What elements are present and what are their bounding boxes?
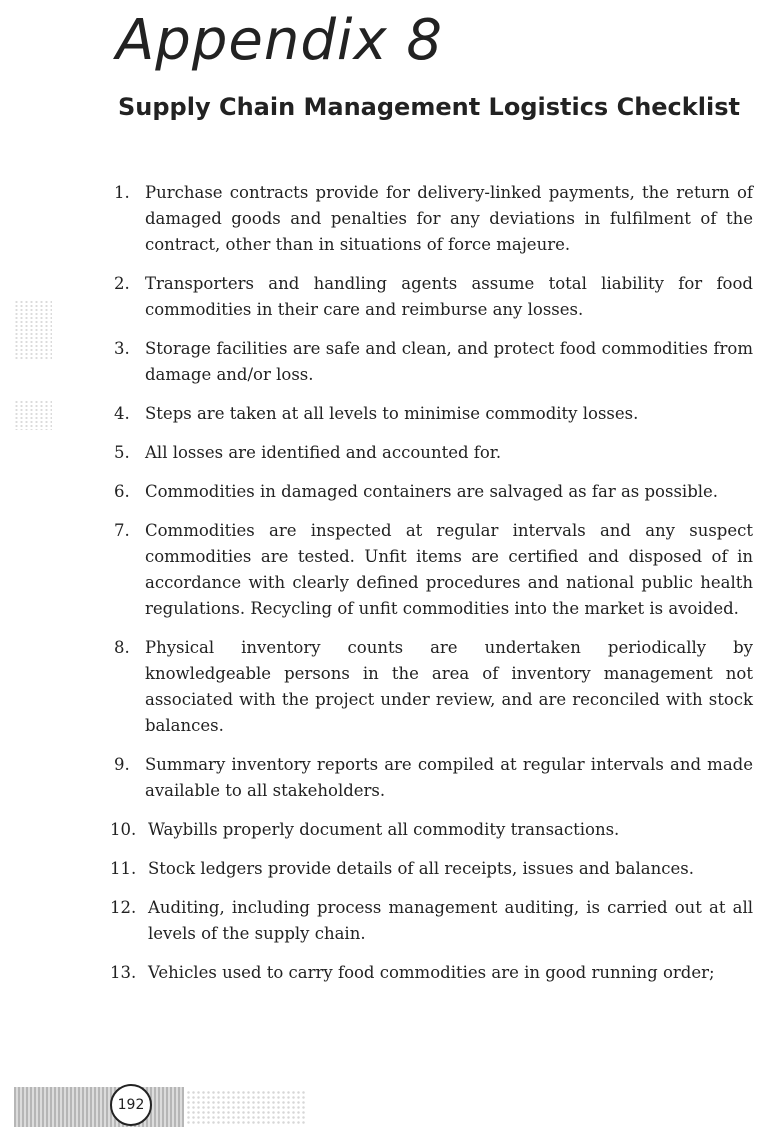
scan-noise-mark xyxy=(14,400,52,430)
item-text: Commodities in damaged containers are salvaged as far as possible. xyxy=(145,482,719,501)
item-text: Summary inventory reports are compiled at regular intervals and made available to all stakeholders. xyxy=(145,755,753,800)
item-text: Auditing, including process management auditing, is carried out at all levels of the supply chain. xyxy=(148,898,753,943)
checklist-item xyxy=(108,856,753,882)
item-number: 10. xyxy=(110,820,137,839)
checklist-item xyxy=(108,518,753,622)
checklist-item xyxy=(108,401,753,427)
item-text: Waybills properly document all commodity transactions. xyxy=(148,820,620,839)
item-number: 6. xyxy=(114,482,130,501)
appendix-title: Appendix 8 xyxy=(116,8,444,73)
checklist-item xyxy=(108,960,753,986)
page-number: 192 xyxy=(110,1084,152,1126)
checklist-item xyxy=(108,440,753,466)
item-number: 3. xyxy=(114,339,130,358)
checklist-item xyxy=(108,817,753,843)
footer-texture xyxy=(186,1090,306,1124)
item-text: Storage facilities are safe and clean, and protect food commodities from damage and/or loss. xyxy=(145,339,753,384)
checklist-item xyxy=(108,752,753,804)
checklist-item xyxy=(108,180,753,258)
item-text: All losses are identified and accounted for. xyxy=(145,443,502,462)
item-text: Steps are taken at all levels to minimise commodity losses. xyxy=(145,404,639,423)
item-text: Purchase contracts provide for delivery-linked payments, the return of damaged goods and penalties for any deviations in fulfilment of the contract, other than in situations of force majeure. xyxy=(145,183,753,254)
checklist xyxy=(108,180,753,999)
item-text: Physical inventory counts are undertaken periodically by knowledgeable persons in the area of inventory management not associated with the project under review, and are reconciled with stock balances. xyxy=(145,638,753,735)
item-number: 13. xyxy=(110,963,137,982)
item-number: 11. xyxy=(110,859,137,878)
item-text: Commodities are inspected at regular intervals and any suspect commodities are tested. Unfit items are certified and disposed of in accordance with clearly defined procedures and national public health regulations. Recycling of unfit commodities into the market is avoided. xyxy=(145,521,753,618)
item-text: Stock ledgers provide details of all receipts, issues and balances. xyxy=(148,859,694,878)
item-number: 1. xyxy=(114,183,130,202)
scan-noise-mark xyxy=(14,300,52,360)
item-number: 12. xyxy=(110,898,137,917)
item-number: 2. xyxy=(114,274,130,293)
item-text: Transporters and handling agents assume total liability for food commodities in their care and reimburse any losses. xyxy=(145,274,753,319)
item-number: 5. xyxy=(114,443,130,462)
checklist-item xyxy=(108,271,753,323)
footer-band xyxy=(14,1087,184,1127)
checklist-subtitle: Supply Chain Management Logistics Checklist xyxy=(118,93,740,121)
item-number: 9. xyxy=(114,755,130,774)
item-number: 4. xyxy=(114,404,130,423)
item-number: 7. xyxy=(114,521,130,540)
checklist-item xyxy=(108,635,753,739)
checklist-item xyxy=(108,895,753,947)
checklist-item xyxy=(108,479,753,505)
item-text: Vehicles used to carry food commodities are in good running order; xyxy=(148,963,715,982)
checklist-item xyxy=(108,336,753,388)
item-number: 8. xyxy=(114,638,130,657)
